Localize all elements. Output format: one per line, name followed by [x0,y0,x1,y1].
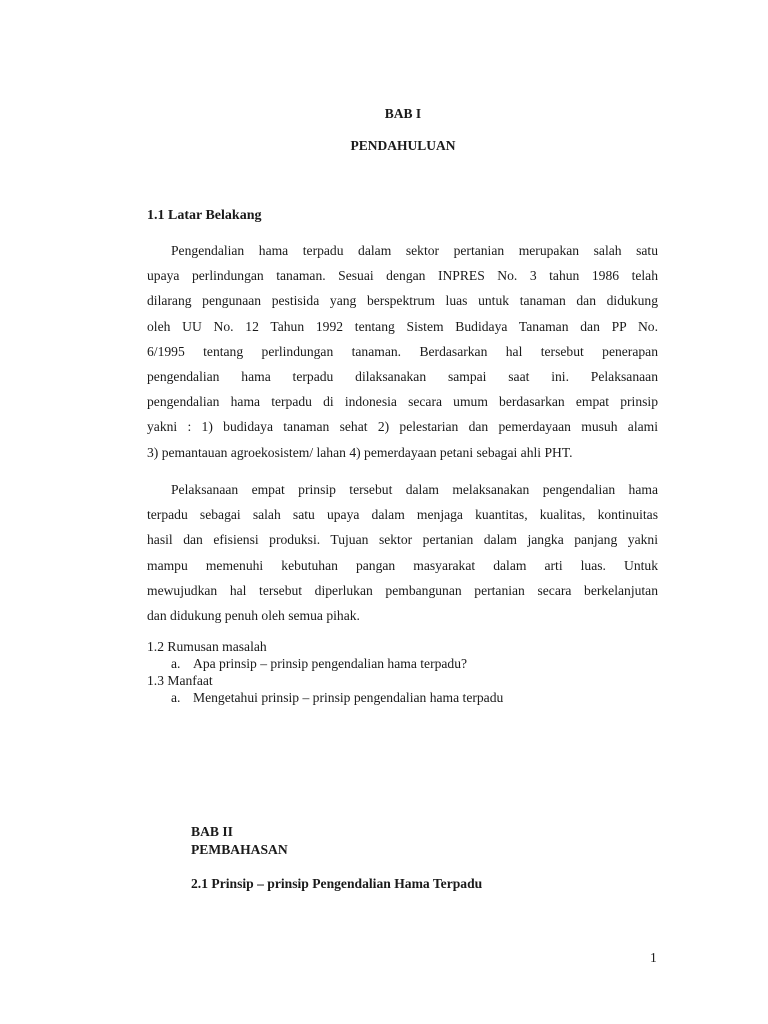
section-1-1-heading: 1.1 Latar Belakang [147,208,262,223]
paragraph-line: pengendalian hama terpadu di indonesia secara umum berdasarkan empat prinsip [147,394,658,410]
section-1-3-heading: 1.3 Manfaat [147,673,213,688]
chapter-2-block [191,823,288,859]
section-1-2-heading: 1.2 Rumusan masalah [147,639,267,654]
paragraph-line: pengendalian hama terpadu dilaksanakan sampai saat ini. Pelaksanaan [147,369,658,385]
chapter-2-label: BAB II [191,824,233,839]
sections-1-2-1-3 [147,638,667,706]
list-item [147,689,667,706]
list-item-text: Mengetahui prinsip – prinsip pengendalian hama terpadu [193,690,504,705]
paragraph-line: 6/1995 tentang perlindungan tanaman. Berdasarkan hal tersebut penerapan [147,343,658,359]
paragraph-line: oleh UU No. 12 Tahun 1992 tentang Sistem Budidaya Tanaman dan PP No. [147,318,658,334]
paragraph-line: 3) pemantauan agroekosistem/ lahan 4) pemerdayaan petani sebagai ahli PHT. [147,444,573,460]
list-marker: a. [171,656,181,671]
paragraph-line: hasil dan efisiensi produksi. Tujuan sektor pertanian dalam jangka panjang yakni [147,532,658,548]
list-item [147,655,667,672]
background-paragraph-1 [147,238,658,465]
list-item-text: Apa prinsip – prinsip pengendalian hama terpadu? [193,656,468,671]
paragraph-line: Pengendalian hama terpadu dalam sektor pertanian merupakan salah satu [171,243,658,258]
paragraph-line: terpadu sebagai salah satu upaya dalam menjaga kuantitas, kualitas, kontinuitas [147,507,658,523]
list-marker: a. [171,690,181,705]
paragraph-line: upaya perlindungan tanaman. Sesuai dengan INPRES No. 3 tahun 1986 telah [147,268,658,284]
chapter-1-title: PENDAHULUAN [350,138,456,153]
page-number: 1 [650,950,657,965]
chapter-1-label: BAB I [384,106,422,121]
chapter-2-title: PEMBAHASAN [191,842,288,857]
paragraph-line: dan didukung penuh oleh semua pihak. [147,608,360,624]
paragraph-line: Pelaksanaan empat prinsip tersebut dalam melaksanakan pengendalian hama [171,482,658,497]
paragraph-line: dilarang pengunaan pestisida yang berspektrum luas untuk tanaman dan didukung [147,293,658,309]
background-paragraph-2 [147,477,658,628]
paragraph-line: mampu memenuhi kebutuhan pangan masyarakat dalam arti luas. Untuk [147,557,658,573]
paragraph-line: mewujudkan hal tersebut diperlukan pembangunan pertanian secara berkelanjutan [147,582,658,598]
paragraph-line: yakni : 1) budidaya tanaman sehat 2) pelestarian dan pemerdayaan musuh alami [147,419,658,435]
section-2-1-heading: 2.1 Prinsip – prinsip Pengendalian Hama Terpadu [191,876,483,891]
